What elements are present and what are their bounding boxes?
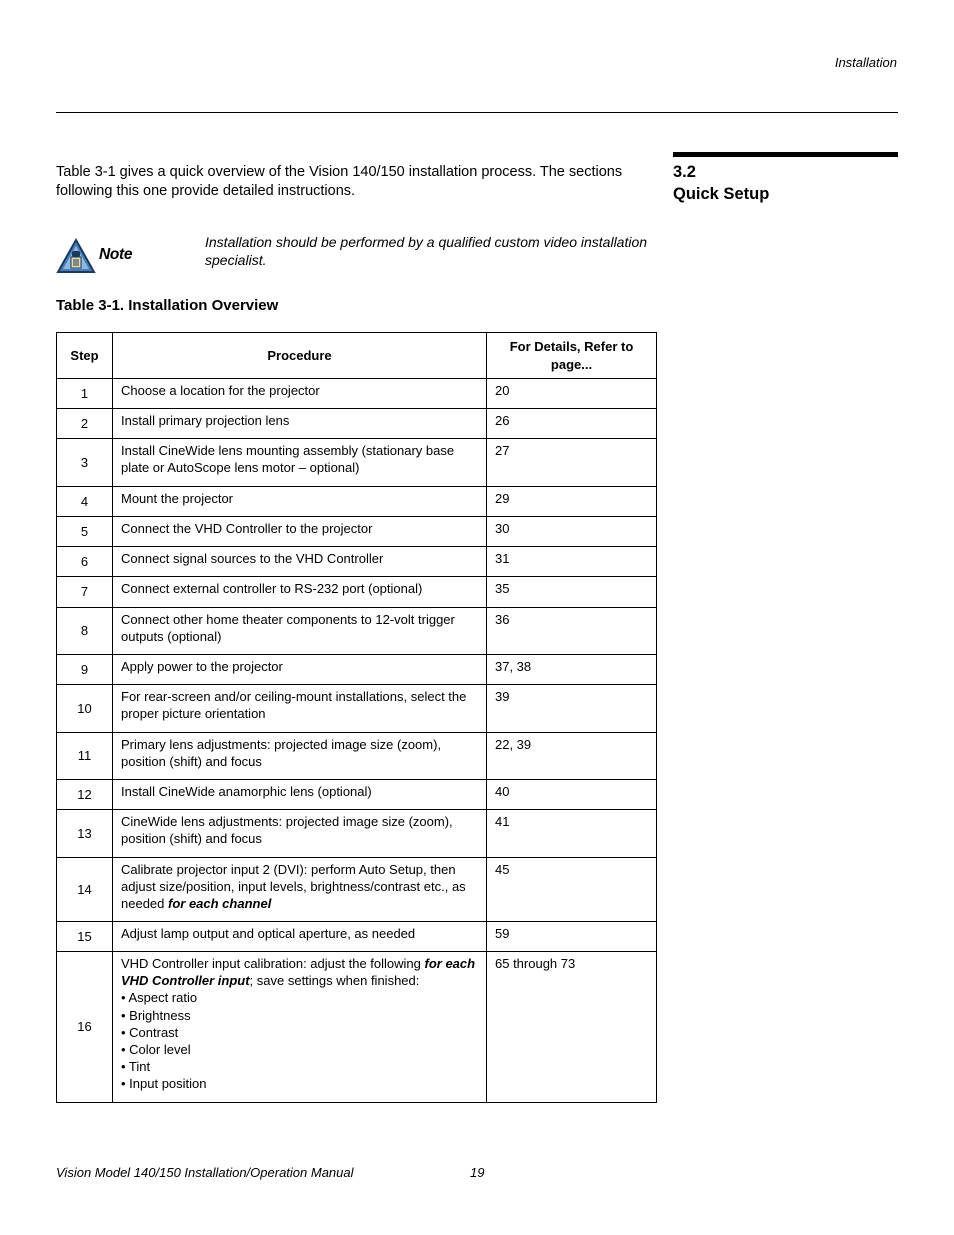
page-ref-cell: 37, 38: [487, 655, 657, 685]
step-cell: 3: [57, 439, 113, 487]
step-cell: 2: [57, 409, 113, 439]
procedure-cell: Connect external controller to RS-232 port (optional): [113, 577, 487, 608]
table-row: [57, 608, 657, 655]
procedure-cell: For rear-screen and/or ceiling-mount installations, select the proper picture orientation: [113, 685, 487, 733]
step-cell: 13: [57, 810, 113, 858]
bullet-item: • Color level: [121, 1042, 191, 1058]
page-ref-cell: 65 through 73: [487, 952, 657, 1103]
step-cell: 1: [57, 379, 113, 409]
header-rule: [56, 112, 898, 113]
step-cell: 11: [57, 733, 113, 780]
installation-overview-table: [56, 332, 657, 1103]
step-cell: 5: [57, 517, 113, 547]
page-ref-cell: 39: [487, 685, 657, 733]
warning-triangle-icon: [56, 238, 96, 274]
bullet-item: • Brightness: [121, 1007, 191, 1023]
page-ref-cell: 27: [487, 439, 657, 487]
procedure-cell: Install CineWide anamorphic lens (optional): [113, 780, 487, 810]
table-row: [57, 685, 657, 733]
table-row: [57, 487, 657, 517]
section-title: Quick Setup: [673, 185, 770, 203]
table-row: [57, 733, 657, 780]
step-cell: 16: [57, 952, 113, 1103]
page-ref-cell: 26: [487, 409, 657, 439]
table-row: [57, 517, 657, 547]
table-row: [57, 810, 657, 858]
procedure-cell: [113, 858, 487, 922]
bullet-item: • Tint: [121, 1059, 151, 1075]
procedure-cell: CineWide lens adjustments: projected image size (zoom), position (shift) and focus: [113, 810, 487, 858]
procedure-cell: [113, 952, 487, 1103]
page-ref-cell: 29: [487, 487, 657, 517]
step-cell: 14: [57, 858, 113, 922]
page-ref-cell: 41: [487, 810, 657, 858]
step-cell: 4: [57, 487, 113, 517]
procedure-text-tail: ; save settings when finished:: [249, 973, 420, 989]
table-row: [57, 547, 657, 577]
table-header-row: [57, 333, 657, 379]
procedure-cell: Choose a location for the projector: [113, 379, 487, 409]
table-row: [57, 655, 657, 685]
procedure-cell: Adjust lamp output and optical aperture, as needed: [113, 922, 487, 952]
page-ref-cell: 22, 39: [487, 733, 657, 780]
procedure-emphasis: for each VHD Controller input: [121, 956, 476, 989]
intro-paragraph: Table 3-1 gives a quick overview of the Vision 140/150 installation process. The sections following this one provide detailed instructions.: [56, 164, 623, 199]
footer-page-number: 19: [470, 1165, 485, 1180]
header-step: Step: [57, 333, 113, 379]
table-caption: Table 3-1. Installation Overview: [56, 297, 279, 314]
table-row: [57, 439, 657, 487]
section-bar: [673, 152, 898, 157]
step-cell: 6: [57, 547, 113, 577]
procedure-cell: Primary lens adjustments: projected image size (zoom), position (shift) and focus: [113, 733, 487, 780]
table-row: [57, 858, 657, 922]
procedure-cell: Install CineWide lens mounting assembly (stationary base plate or AutoScope lens motor – optional): [113, 439, 487, 487]
bullet-item: • Aspect ratio: [121, 990, 198, 1006]
page-ref-cell: 36: [487, 608, 657, 655]
page-ref-cell: 31: [487, 547, 657, 577]
page-ref-cell: 40: [487, 780, 657, 810]
header-procedure: Procedure: [113, 333, 487, 379]
section-number: 3.2: [673, 163, 696, 181]
step-cell: 10: [57, 685, 113, 733]
procedure-cell: Connect other home theater components to 12-volt trigger outputs (optional): [113, 608, 487, 655]
procedure-cell: Connect signal sources to the VHD Controller: [113, 547, 487, 577]
table-row: [57, 379, 657, 409]
table-row: [57, 780, 657, 810]
page-ref-cell: 59: [487, 922, 657, 952]
page-ref-cell: 30: [487, 517, 657, 547]
note-text: Installation should be performed by a qualified custom video installation specialist.: [205, 234, 648, 268]
step-cell: 9: [57, 655, 113, 685]
footer-manual-title: Vision Model 140/150 Installation/Operation Manual: [56, 1165, 354, 1180]
step-cell: 12: [57, 780, 113, 810]
table-row: [57, 577, 657, 608]
page-ref-cell: 35: [487, 577, 657, 608]
procedure-cell: Connect the VHD Controller to the projector: [113, 517, 487, 547]
step-cell: 8: [57, 608, 113, 655]
procedure-text: Calibrate projector input 2 (DVI): perform Auto Setup, then adjust size/position, input levels, brightness/contrast etc., as needed: [121, 862, 466, 912]
procedure-cell: Mount the projector: [113, 487, 487, 517]
header-details: For Details, Refer to page...: [487, 333, 657, 379]
procedure-emphasis: for each channel: [168, 896, 272, 912]
table-row: [57, 952, 657, 1103]
table-row: [57, 922, 657, 952]
page-ref-cell: 45: [487, 858, 657, 922]
running-head: Installation: [834, 55, 897, 70]
table-row: [57, 409, 657, 439]
step-cell: 7: [57, 577, 113, 608]
bullet-item: • Contrast: [121, 1024, 179, 1040]
bullet-item: • Input position: [121, 1076, 207, 1092]
procedure-cell: Apply power to the projector: [113, 655, 487, 685]
procedure-text: VHD Controller input calibration: adjust the following: [121, 956, 425, 971]
procedure-cell: Install primary projection lens: [113, 409, 487, 439]
step-cell: 15: [57, 922, 113, 952]
page-ref-cell: 20: [487, 379, 657, 409]
note-label: Note: [99, 246, 133, 263]
